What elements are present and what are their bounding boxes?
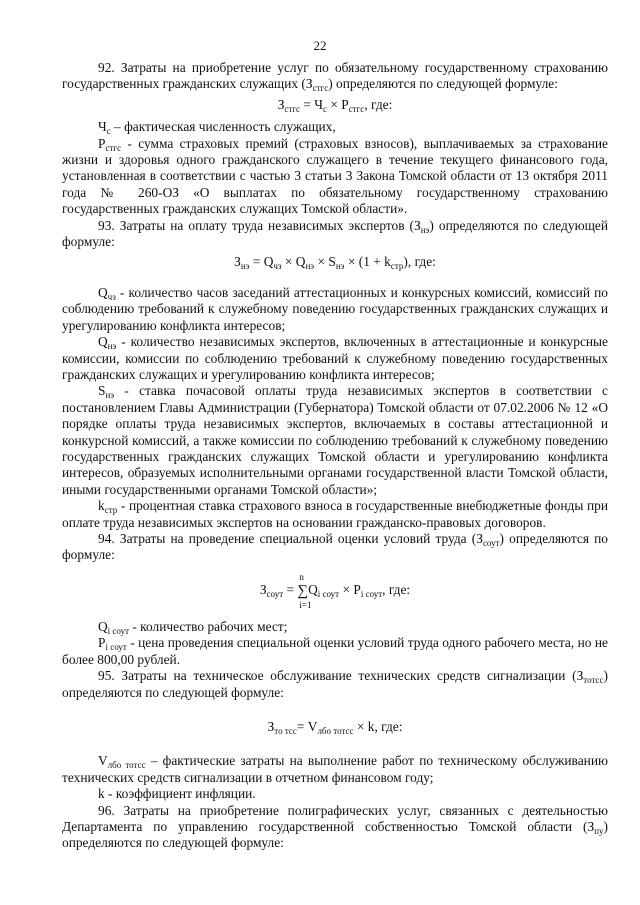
formula-92: $З_{стгс} = Ч_с \times Р_{стгс}$, где: xyxy=(277,96,393,114)
definition-93-4: $k_{стр}$ - процентная ставка страхового взноса в государственные внебюджетные фонды при оплате труда независимых экспертов на основании гражданско-правовых договоров. xyxy=(62,498,608,530)
definition-93-2: $Q_{нэ}$ - количество независимых экспертов, включенных в аттестационные и конкурсные комиссии, комиссии по соблюдению требований к служебному поведению государственных гражданских служащих и урегулированию конфликта интересов; xyxy=(62,334,608,382)
page-body xyxy=(62,60,608,852)
definition-94-1: $Q_{i соут}$ - количество рабочих мест; xyxy=(98,618,288,636)
paragraph-94: 94. Затраты на проведение специальной оценки условий труда $(З_{соут})$ определяются по формуле: xyxy=(62,530,609,563)
definition-94-2: $P_{i соут}$ - цена проведения специальной оценки условий труда одного рабочего места, но не более 800,00 рублей. xyxy=(62,635,608,667)
definition-93-1: $Q_{чз}$ - количество часов заседаний аттестационных и конкурсных комиссий, комиссий по соблюдению требований к служебному поведению государственных гражданских служащих и урегулированию конфликта интересов; xyxy=(62,284,608,333)
paragraph-95: 95. Затраты на техническое обслуживание технических средств сигнализации $(З_{тотсс})$ определяются по следующей формуле: xyxy=(62,668,608,700)
formula-93: $З_{нэ} = Q_{чз} \times Q_{нэ} \times S_{нэ} \times (1 + k_{стр})$, где: xyxy=(234,254,436,272)
definition-92-1: $Ч_с$ – фактическая численность служащих, xyxy=(98,119,336,137)
definition-92-2: $Р_{стгс}$ - сумма страховых премий (страховых взносов), выплачиваемых за страхование жизни и здоровья одного гражданского служащего в течение текущего финансового года, установленная в соответствии с частью 3 статьи 3 Закона Томской области от 13 октября 2011 года № 260-ОЗ «О выплатах по обязательному государственному страхованию государственных гражданских служащих Томской области». xyxy=(62,135,608,217)
definition-93-3: $S_{нэ}$ - ставка почасовой оплаты труда независимых экспертов в соответствии с постановлением Главы Администрации (Губернатора) Томской области от 07.02.2006 № 12 «О порядке оплаты труда независимых экспертов, включаемых в составы аттестационной и конкурсной комиссий, а также комиссии по соблюдению требований к служебному поведению государственных гражданских служащих Томской области и урегулированию конфликта интересов, образуемых исполнительными органами государственной власти Томской области, иными государственными органами Томской области»; xyxy=(62,383,608,497)
page-number: 22 xyxy=(313,38,327,53)
paragraph-96: 96. Затраты на приобретение полиграфических услуг, связанных с деятельностью Департамента по управлению государственной собственностью Томской области $(З_{пу})$ определяются по следующей формуле: xyxy=(62,802,608,851)
formula-94: $З_{соут}$ = n ∑ i=1 $Q_{i соут} \times P_{i соут}$, где: xyxy=(259,571,411,610)
definition-95-1: $V_{лбо тотсс}$ – фактические затраты на выполнение работ по техническому обслуживанию технических средств сигнализации в отчетном финансовом году; xyxy=(62,753,608,785)
formula-95: $З_{то тсс}= V_{лбо тотсс} \times k$, где: xyxy=(267,718,403,736)
sum-operator: n ∑ i=1 xyxy=(297,571,312,610)
paragraph-92: 92. Затраты на приобретение услуг по обязательному государственному страхованию государственных гражданских служащих $(З_{стгс})$ определяются по следующей формуле: xyxy=(62,60,608,94)
definition-95-2: k - коэффициент инфляции. xyxy=(98,786,256,802)
paragraph-93: 93. Затраты на оплату труда независимых экспертов $(З_{нэ})$ определяются по следующей формуле: xyxy=(62,217,608,250)
